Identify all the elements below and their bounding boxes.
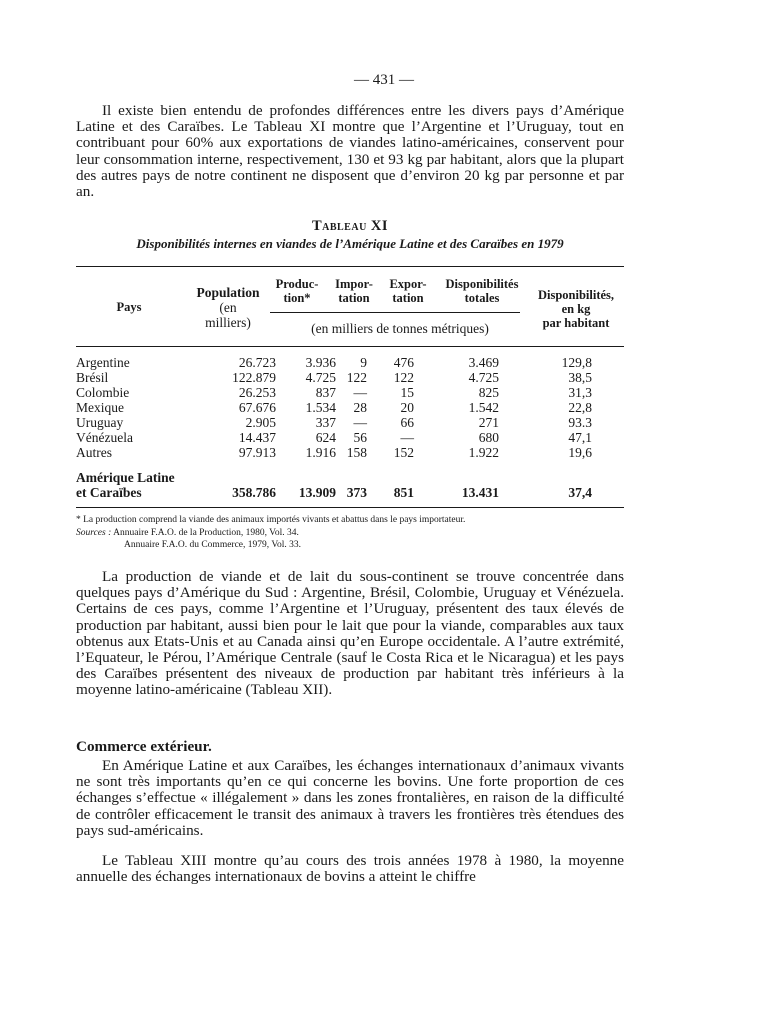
cell-per-capita: 129,8 (561, 355, 592, 370)
table-row (76, 385, 624, 400)
cell-export: 15 (400, 385, 414, 400)
cell-production: 837 (315, 385, 336, 400)
header-production-l2: tion* (283, 291, 311, 305)
cell-population: 2.905 (245, 415, 276, 430)
sources-label: Sources : (76, 528, 112, 538)
cell-country: Argentine (76, 355, 130, 370)
cell-country: Autres (76, 445, 112, 460)
header-population-l1: Population (196, 285, 260, 300)
cell-production: 3.936 (305, 355, 336, 370)
production-paragraph: La production de viande et de lait du sous-continent se trouve concentrée dans quelques pays d’Amérique du Sud : Argentine, Brésil, Colombie, Uruguay et Vénézuela. Certains de ces pays, comme l’Argentine et l’Uruguay, présentent des taux élevés de production par habitant, aussi bien pour le lait que pour la viande, comparables aux taux obtenus aux Etats-Unis et au Canada ainsi qu’en Europe occidentale. A l’autre extrémité, l’Equateur, le Pérou, l’Amérique Centrale (sauf le Costa Rica et le Nicaragua) et les pays des Caraïbes présentent des niveaux de production par habitant très inférieurs à la moyenne latino-américaine (Tableau XII). (76, 568, 624, 699)
cell-total: 3.469 (468, 355, 499, 370)
cell-country: Uruguay (76, 415, 124, 430)
header-per-capita-l1: Disponibilités, (537, 288, 615, 302)
cell-country: Vénézuela (76, 430, 133, 445)
cell-country: Brésil (76, 370, 109, 385)
header-total-l2: totales (464, 291, 500, 305)
intro-paragraph: Il existe bien entendu de profondes différences entre les divers pays d’Amérique Latine et des Caraïbes. Le Tableau XI montre que l’Argentine et l’Uruguay, tout en contribuant pour 60% aux exportations de viandes latino-américaines, conservent pour leur consommation interne, respectivement, 130 et 93 kg par habitant, alors que la plupart des autres pays de notre continent ne disposent que d’environ 20 kg par personne et par an. (76, 102, 624, 201)
cell-export: 476 (393, 355, 414, 370)
cell-population: 97.913 (238, 445, 276, 460)
header-population (184, 285, 272, 330)
table-top-rule (76, 266, 624, 267)
header-export-l1: Expor- (389, 277, 427, 291)
cell-export: 122 (393, 370, 414, 385)
table-bottom-rule (76, 507, 624, 508)
cell-production: 4.725 (305, 370, 336, 385)
cell-country: Colombie (76, 385, 130, 400)
cell-import: 122 (346, 370, 367, 385)
header-import-l2: tation (338, 291, 370, 305)
table-total-row (76, 470, 624, 502)
cell-import: 9 (360, 355, 367, 370)
section-heading: Commerce extérieur. (76, 738, 212, 755)
cell-total-total: 13.431 (461, 485, 499, 500)
table-header-rule (76, 346, 624, 347)
cell-per-capita-total: 37,4 (568, 485, 592, 500)
header-population-l3: milliers) (205, 315, 251, 330)
table-title: Tableau XI (311, 218, 389, 234)
cell-production: 1.534 (305, 400, 336, 415)
cell-population: 26.723 (238, 355, 276, 370)
cell-production-total: 13.909 (298, 485, 336, 500)
source-1-text: Annuaire F.A.O. de la Production, 1980, Vol. 34. (113, 528, 299, 538)
cell-import: 158 (346, 445, 367, 460)
header-per-capita-l3: par habitant (542, 316, 610, 330)
header-per-capita (526, 288, 626, 330)
table-row (76, 445, 624, 460)
cell-export: — (400, 430, 414, 445)
cell-per-capita: 22,8 (568, 400, 592, 415)
trade-paragraph-2: Le Tableau XIII montre qu’au cours des trois années 1978 à 1980, la moyenne annuelle des échanges internationaux de bovins a atteint le chiffre (76, 852, 624, 886)
header-import-l1: Impor- (335, 277, 373, 291)
header-unit-note: (en milliers de tonnes métriques) (311, 321, 489, 336)
table-row (76, 415, 624, 430)
cell-export: 20 (400, 400, 414, 415)
cell-import: — (353, 415, 367, 430)
cell-population: 14.437 (238, 430, 276, 445)
table-subtitle: Disponibilités internes en viandes de l’Amérique Latine et des Caraïbes en 1979 (136, 236, 564, 251)
cell-per-capita: 31,3 (568, 385, 592, 400)
cell-per-capita: 38,5 (568, 370, 592, 385)
cell-production: 337 (315, 415, 336, 430)
table-source-2: Annuaire F.A.O. du Commerce, 1979, Vol. 33. (124, 540, 301, 550)
cell-export: 152 (393, 445, 414, 460)
table-footnote: * La production comprend la viande des animaux importés vivants et abattus dans le pays importateur. (76, 515, 466, 525)
cell-import-total: 373 (346, 485, 367, 500)
header-import (326, 277, 382, 305)
cell-country-total-l2: et Caraïbes (76, 485, 142, 500)
table-source-1 (76, 528, 624, 539)
header-production (266, 277, 328, 305)
cell-export: 66 (400, 415, 414, 430)
cell-population: 67.676 (238, 400, 276, 415)
cell-population: 122.879 (232, 370, 276, 385)
header-country: Pays (116, 300, 142, 314)
header-group-rule (270, 312, 520, 313)
cell-population-total: 358.786 (232, 485, 276, 500)
cell-production: 1.916 (305, 445, 336, 460)
header-production-l1: Produc- (275, 277, 319, 291)
cell-production: 624 (315, 430, 336, 445)
cell-import: 56 (353, 430, 367, 445)
cell-export-total: 851 (393, 485, 414, 500)
cell-population: 26.253 (238, 385, 276, 400)
header-population-l2: (en (219, 300, 237, 315)
cell-country-total-l1: Amérique Latine (76, 470, 175, 485)
header-export (380, 277, 436, 305)
trade-paragraph-1: En Amérique Latine et aux Caraïbes, les échanges internationaux d’animaux vivants ne sont très importants qu’en ce qui concerne les bovins. Une forte proportion de ces échanges s’effectue « illégalement » dans les zones frontalières, en raison de la difficulté de contrôler efficacement le transit des animaux à travers les frontières très étendues des pays sud-américains. (76, 757, 624, 839)
table-row (76, 370, 624, 385)
cell-country: Mexique (76, 400, 124, 415)
page-number: — 431 — (354, 72, 414, 88)
header-export-l2: tation (392, 291, 424, 305)
cell-total: 680 (478, 430, 499, 445)
table-row (76, 355, 624, 370)
header-per-capita-l2: en kg (561, 302, 591, 316)
header-total (432, 277, 532, 305)
cell-total: 825 (478, 385, 499, 400)
cell-import: 28 (353, 400, 367, 415)
table-row (76, 430, 624, 445)
cell-total: 4.725 (468, 370, 499, 385)
cell-total: 1.922 (468, 445, 499, 460)
header-total-l1: Disponibilités (445, 277, 519, 291)
cell-import: — (353, 385, 367, 400)
cell-total: 1.542 (468, 400, 499, 415)
cell-per-capita: 19,6 (568, 445, 592, 460)
cell-per-capita: 47,1 (568, 430, 592, 445)
cell-per-capita: 93.3 (568, 415, 592, 430)
table-row (76, 400, 624, 415)
cell-total: 271 (478, 415, 499, 430)
